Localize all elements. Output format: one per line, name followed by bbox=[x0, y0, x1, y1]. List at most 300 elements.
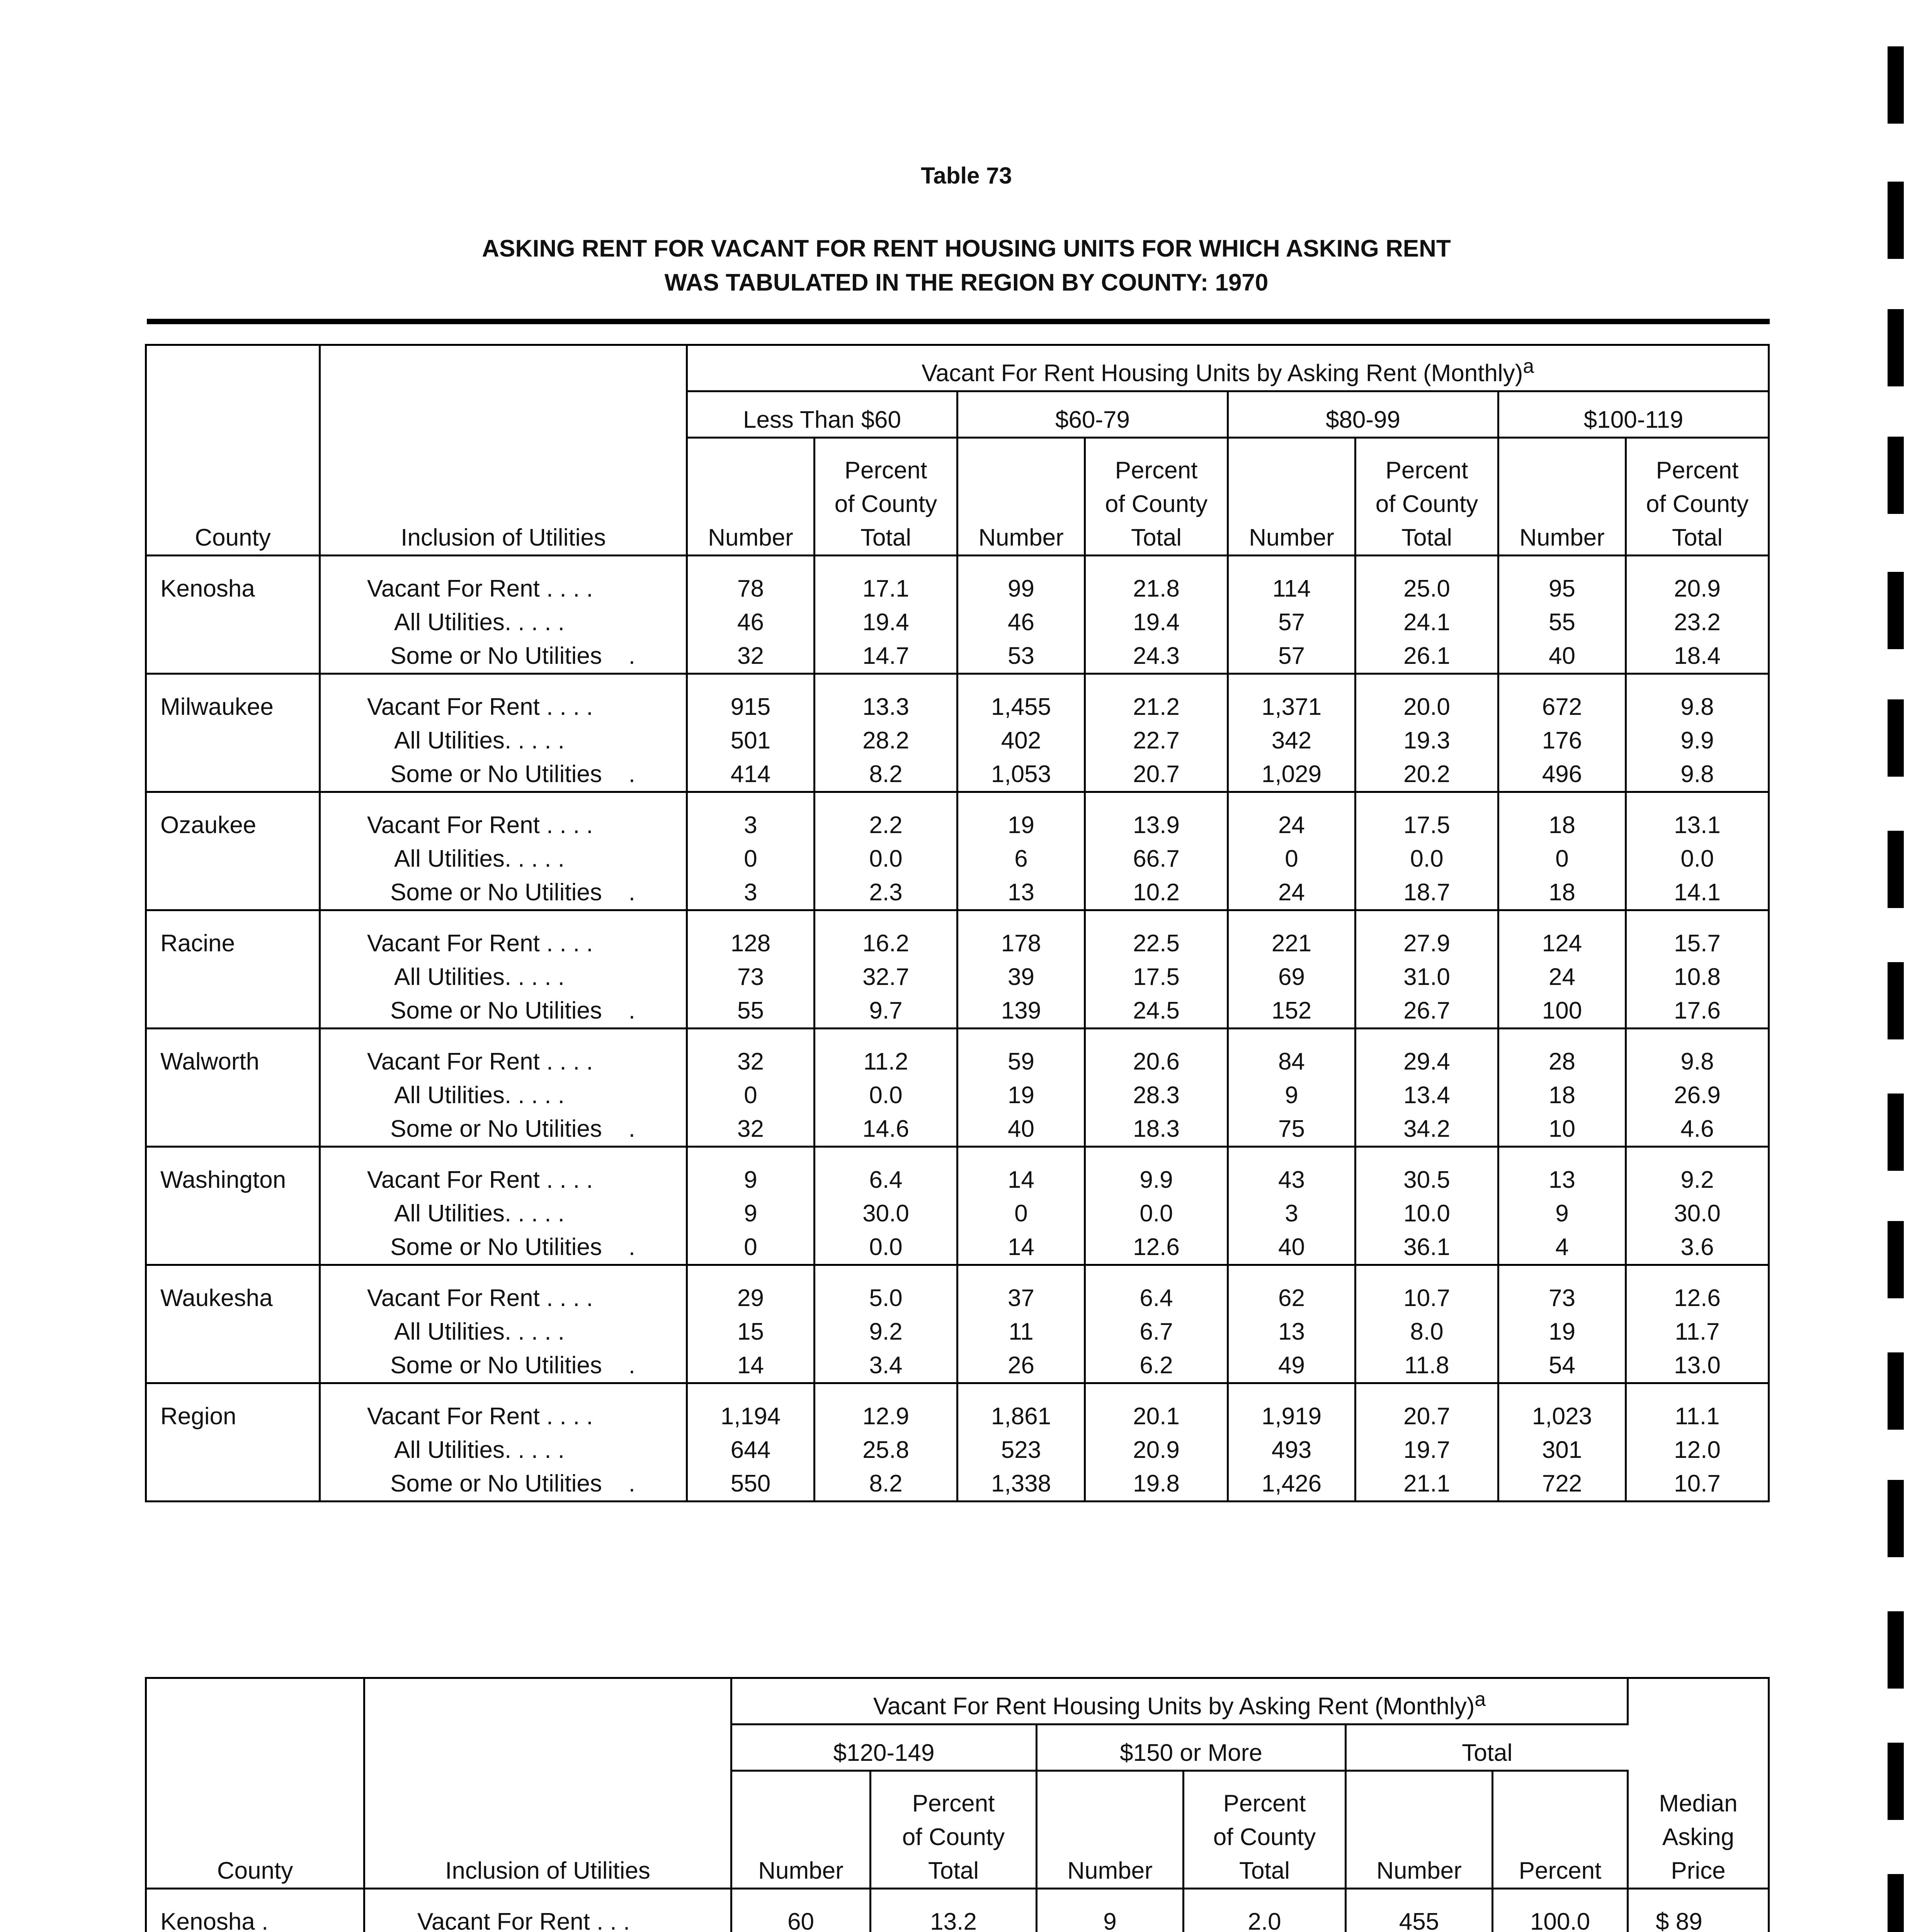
table-row bbox=[146, 1163, 1769, 1197]
percent-cell: 11.1 bbox=[1626, 1400, 1769, 1433]
utility-label bbox=[320, 1400, 687, 1433]
row-spacer bbox=[1228, 674, 1355, 690]
county-name: Kenosha . bbox=[146, 1905, 364, 1932]
dot-leader: . . . . bbox=[539, 575, 593, 602]
number-cell: 0 bbox=[1498, 842, 1626, 876]
row-spacer bbox=[1355, 556, 1498, 572]
number-cell: 59 bbox=[957, 1045, 1085, 1078]
group-header: Vacant For Rent Housing Units by Asking Rent (Monthly)$^a$ bbox=[687, 345, 1769, 391]
number-cell: 19 bbox=[957, 1078, 1085, 1112]
number-cell: 1,455 bbox=[957, 690, 1085, 724]
number-header: Number bbox=[1228, 438, 1355, 556]
dot-leader: . . . . bbox=[539, 694, 593, 720]
number-cell: 19 bbox=[957, 808, 1085, 842]
row-spacer bbox=[687, 910, 815, 927]
utility-label-text: All Utilities bbox=[394, 609, 505, 636]
number-cell: 29 bbox=[687, 1281, 815, 1315]
title-rule bbox=[147, 319, 1770, 324]
percent-cell: 10.8 bbox=[1626, 960, 1769, 994]
number-cell: 644 bbox=[687, 1433, 815, 1467]
county-blank bbox=[146, 1078, 320, 1112]
utility-label-text: Vacant For Rent bbox=[417, 1908, 590, 1932]
utility-label-text: All Utilities bbox=[394, 1082, 505, 1109]
rent-table-part-1 bbox=[145, 344, 1770, 1502]
number-cell: 78 bbox=[687, 572, 815, 605]
row-spacer bbox=[1355, 674, 1498, 690]
number-cell: 53 bbox=[957, 639, 1085, 674]
county-name: Kenosha bbox=[146, 572, 320, 605]
number-cell: 14 bbox=[687, 1349, 815, 1383]
table-row bbox=[146, 1230, 1769, 1265]
number-cell: 46 bbox=[687, 605, 815, 639]
percent-cell: 22.5 bbox=[1085, 927, 1228, 960]
table-row bbox=[146, 960, 1769, 994]
percent-header-line-3: Total bbox=[928, 1857, 979, 1884]
percent-cell: 11.7 bbox=[1626, 1315, 1769, 1349]
percent-cell: 20.9 bbox=[1626, 572, 1769, 605]
number-cell: 178 bbox=[957, 927, 1085, 960]
group-header-2: Vacant For Rent Housing Units by Asking Rent (Monthly)$^a$ bbox=[731, 1678, 1628, 1725]
dot-leader: . bbox=[602, 1352, 635, 1379]
percent-cell: 18.4 bbox=[1626, 639, 1769, 674]
row-spacer bbox=[687, 1383, 815, 1400]
utility-label-text: All Utilities bbox=[394, 1318, 505, 1345]
range-header: $100-119 bbox=[1498, 391, 1769, 438]
number-cell: 496 bbox=[1498, 757, 1626, 792]
row-spacer bbox=[1626, 1383, 1769, 1400]
percent-cell: 6.7 bbox=[1085, 1315, 1228, 1349]
number-cell: 4 bbox=[1498, 1230, 1626, 1265]
utility-label bbox=[320, 1045, 687, 1078]
county-blank bbox=[146, 639, 320, 674]
percent-cell: 34.2 bbox=[1355, 1112, 1498, 1147]
number-cell: 13 bbox=[1498, 1163, 1626, 1197]
number-cell: 6 bbox=[957, 842, 1085, 876]
range-header: $120-149 bbox=[731, 1725, 1037, 1771]
percent-cell: 20.9 bbox=[1085, 1433, 1228, 1467]
utility-label-text: Some or No Utilities bbox=[390, 1470, 602, 1497]
utility-label-text: Vacant For Rent bbox=[367, 575, 540, 602]
number-cell: 501 bbox=[687, 724, 815, 757]
table-row bbox=[146, 842, 1769, 876]
percent-of-county-header bbox=[1085, 438, 1228, 556]
row-spacer bbox=[1228, 910, 1355, 927]
percent-cell: 100.0 bbox=[1493, 1905, 1628, 1932]
utility-label bbox=[320, 639, 687, 674]
row-spacer bbox=[687, 792, 815, 809]
dot-leader: . . . . . bbox=[504, 845, 565, 872]
table-row bbox=[146, 1467, 1769, 1502]
row-spacer bbox=[1085, 792, 1228, 809]
percent-cell: 10.0 bbox=[1355, 1197, 1498, 1230]
dot-leader: . . . . bbox=[539, 1048, 593, 1075]
percent-cell: 3.6 bbox=[1626, 1230, 1769, 1265]
row-spacer bbox=[1228, 1147, 1355, 1163]
row-spacer bbox=[687, 1265, 815, 1282]
percent-cell: 18.7 bbox=[1355, 876, 1498, 910]
percent-cell: 5.0 bbox=[815, 1281, 957, 1315]
number-cell: 301 bbox=[1498, 1433, 1626, 1467]
percent-cell: 19.4 bbox=[1085, 605, 1228, 639]
dot-leader: . . . . . bbox=[504, 727, 565, 754]
number-cell: 57 bbox=[1228, 605, 1355, 639]
percent-cell: 8.2 bbox=[815, 1467, 957, 1502]
row-spacer bbox=[1228, 1029, 1355, 1045]
number-cell: 1,426 bbox=[1228, 1467, 1355, 1502]
utility-label-text: Vacant For Rent bbox=[367, 1167, 540, 1193]
row-spacer bbox=[815, 910, 957, 927]
number-cell: 43 bbox=[1228, 1163, 1355, 1197]
number-header: Number bbox=[687, 438, 815, 556]
utility-label-text: Some or No Utilities bbox=[390, 1234, 602, 1260]
row-spacer bbox=[146, 556, 320, 572]
row-spacer bbox=[1355, 1265, 1498, 1282]
number-cell: 54 bbox=[1498, 1349, 1626, 1383]
table-row bbox=[146, 1905, 1769, 1932]
number-cell: 915 bbox=[687, 690, 815, 724]
row-spacer bbox=[1626, 1147, 1769, 1163]
percent-cell: 6.4 bbox=[815, 1163, 957, 1197]
county-blank bbox=[146, 605, 320, 639]
row-spacer bbox=[320, 674, 687, 690]
row-spacer bbox=[1085, 1383, 1228, 1400]
percent-cell: 13.1 bbox=[1626, 808, 1769, 842]
percent-header-line-3: Total bbox=[1131, 524, 1182, 551]
row-spacer bbox=[1626, 1029, 1769, 1045]
dot-leader: . bbox=[602, 1116, 635, 1142]
dot-leader: . . . . . bbox=[504, 1082, 565, 1109]
percent-header-line-3: Total bbox=[1672, 524, 1723, 551]
percent-cell: 17.5 bbox=[1355, 808, 1498, 842]
number-cell: 62 bbox=[1228, 1281, 1355, 1315]
percent-cell: 9.8 bbox=[1626, 1045, 1769, 1078]
percent-cell: 9.2 bbox=[1626, 1163, 1769, 1197]
percent-cell: 26.9 bbox=[1626, 1078, 1769, 1112]
number-cell: 3 bbox=[687, 808, 815, 842]
percent-cell: 26.1 bbox=[1355, 639, 1498, 674]
row-spacer bbox=[1493, 1889, 1628, 1905]
row-spacer bbox=[815, 1147, 957, 1163]
percent-of-county-header bbox=[871, 1771, 1037, 1889]
percent-of-county-header bbox=[1626, 438, 1769, 556]
percent-cell: 14.1 bbox=[1626, 876, 1769, 910]
county-name: Washington bbox=[146, 1163, 320, 1197]
number-cell: 0 bbox=[957, 1197, 1085, 1230]
number-header: Number bbox=[1346, 1771, 1493, 1889]
percent-header-line-2: of County bbox=[1375, 491, 1478, 517]
percent-cell: 14.6 bbox=[815, 1112, 957, 1147]
row-spacer bbox=[957, 1383, 1085, 1400]
percent-cell: 13.9 bbox=[1085, 808, 1228, 842]
table-row bbox=[146, 757, 1769, 792]
row-spacer bbox=[1498, 1147, 1626, 1163]
percent-cell: 10.7 bbox=[1355, 1281, 1498, 1315]
dot-leader: . . . . bbox=[539, 812, 593, 838]
number-cell: 0 bbox=[1228, 842, 1355, 876]
county-blank bbox=[146, 842, 320, 876]
number-cell: 0 bbox=[687, 1230, 815, 1265]
number-cell: 26 bbox=[957, 1349, 1085, 1383]
number-cell: 1,023 bbox=[1498, 1400, 1626, 1433]
table-row bbox=[146, 572, 1769, 605]
row-spacer bbox=[1626, 1265, 1769, 1282]
percent-cell: 0.0 bbox=[1355, 842, 1498, 876]
row-spacer bbox=[320, 556, 687, 572]
dot-leader: . . . . . bbox=[504, 1318, 565, 1345]
utility-label-text: Some or No Utilities bbox=[390, 879, 602, 906]
row-spacer bbox=[815, 1029, 957, 1045]
percent-cell: 20.1 bbox=[1085, 1400, 1228, 1433]
row-spacer bbox=[1626, 674, 1769, 690]
utility-label bbox=[320, 1112, 687, 1147]
table-row bbox=[146, 690, 1769, 724]
row-spacer bbox=[146, 1029, 320, 1045]
row-spacer bbox=[146, 1147, 320, 1163]
percent-cell: 6.4 bbox=[1085, 1281, 1228, 1315]
number-cell: 32 bbox=[687, 1045, 815, 1078]
utility-label bbox=[320, 1281, 687, 1315]
percent-header-line-1: Percent bbox=[912, 1790, 995, 1817]
number-cell: 9 bbox=[1228, 1078, 1355, 1112]
number-header: Number bbox=[1037, 1771, 1184, 1889]
row-spacer bbox=[957, 792, 1085, 809]
percent-cell: 13.3 bbox=[815, 690, 957, 724]
utility-label bbox=[320, 757, 687, 792]
row-spacer bbox=[815, 792, 957, 809]
number-cell: 414 bbox=[687, 757, 815, 792]
dot-leader: . bbox=[602, 997, 635, 1024]
utility-label-text: Some or No Utilities bbox=[390, 1116, 602, 1142]
percent-cell: 3.4 bbox=[815, 1349, 957, 1383]
row-spacer bbox=[1498, 1265, 1626, 1282]
row-spacer bbox=[1085, 674, 1228, 690]
percent-cell: 19.8 bbox=[1085, 1467, 1228, 1502]
number-cell: 99 bbox=[957, 572, 1085, 605]
percent-cell: 9.9 bbox=[1085, 1163, 1228, 1197]
percent-header-line-2: of County bbox=[1213, 1824, 1316, 1850]
percent-cell: 28.2 bbox=[815, 724, 957, 757]
table-row bbox=[146, 1433, 1769, 1467]
number-cell: 32 bbox=[687, 639, 815, 674]
dot-leader: . bbox=[602, 1470, 635, 1497]
dot-leader: . . . . . bbox=[504, 1200, 565, 1227]
utility-label-text: Some or No Utilities bbox=[390, 761, 602, 787]
row-spacer bbox=[1085, 1265, 1228, 1282]
number-cell: 139 bbox=[957, 994, 1085, 1029]
row-spacer bbox=[320, 910, 687, 927]
row-spacer bbox=[1085, 1147, 1228, 1163]
table-row bbox=[146, 1078, 1769, 1112]
percent-cell: 10.2 bbox=[1085, 876, 1228, 910]
number-cell: 55 bbox=[687, 994, 815, 1029]
utility-label-text: Vacant For Rent bbox=[367, 694, 540, 720]
percent-cell: 28.3 bbox=[1085, 1078, 1228, 1112]
percent-cell: 10.7 bbox=[1626, 1467, 1769, 1502]
county-name: Region bbox=[146, 1400, 320, 1433]
utility-label bbox=[320, 1349, 687, 1383]
utility-label bbox=[320, 572, 687, 605]
table-row bbox=[146, 1281, 1769, 1315]
percent-cell: 9.2 bbox=[815, 1315, 957, 1349]
dot-leader: . . . . bbox=[539, 1167, 593, 1193]
county-blank bbox=[146, 1230, 320, 1265]
row-spacer bbox=[1184, 1889, 1346, 1905]
number-cell: 100 bbox=[1498, 994, 1626, 1029]
utility-label bbox=[320, 690, 687, 724]
range-header: $80-99 bbox=[1228, 391, 1498, 438]
row-spacer bbox=[687, 1029, 815, 1045]
row-spacer bbox=[1228, 792, 1355, 809]
row-spacer bbox=[957, 1029, 1085, 1045]
number-cell: 10 bbox=[1498, 1112, 1626, 1147]
number-cell: 1,029 bbox=[1228, 757, 1355, 792]
table-row bbox=[146, 605, 1769, 639]
table-row bbox=[146, 994, 1769, 1029]
percent-cell: 16.2 bbox=[815, 927, 957, 960]
county-name: Walworth bbox=[146, 1045, 320, 1078]
table-row bbox=[146, 1315, 1769, 1349]
number-cell: 672 bbox=[1498, 690, 1626, 724]
utility-label-text: Vacant For Rent bbox=[367, 1285, 540, 1311]
number-cell: 40 bbox=[957, 1112, 1085, 1147]
range-header: Total bbox=[1346, 1725, 1628, 1771]
county-name: Ozaukee bbox=[146, 808, 320, 842]
county-blank bbox=[146, 960, 320, 994]
inclusion-header: Inclusion of Utilities bbox=[320, 438, 687, 556]
row-spacer bbox=[1355, 1147, 1498, 1163]
percent-cell: 8.2 bbox=[815, 757, 957, 792]
row-spacer bbox=[815, 674, 957, 690]
percent-cell: 9.7 bbox=[815, 994, 957, 1029]
row-spacer bbox=[320, 792, 687, 809]
row-spacer bbox=[146, 1889, 364, 1905]
number-cell: 1,338 bbox=[957, 1467, 1085, 1502]
number-cell: 40 bbox=[1498, 639, 1626, 674]
dot-leader: . bbox=[602, 879, 635, 906]
percent-header-line-3: Total bbox=[1401, 524, 1452, 551]
percent-header: Percent bbox=[1493, 1771, 1628, 1889]
table-title-line-2: WAS TABULATED IN THE REGION BY COUNTY: 1970 bbox=[664, 269, 1269, 296]
range-header: Less Than $60 bbox=[687, 391, 957, 438]
number-cell: 455 bbox=[1346, 1905, 1493, 1932]
table-row bbox=[146, 724, 1769, 757]
row-spacer bbox=[1626, 910, 1769, 927]
utility-label bbox=[320, 808, 687, 842]
number-cell: 342 bbox=[1228, 724, 1355, 757]
percent-header-line-1: Percent bbox=[844, 457, 927, 484]
percent-cell: 20.2 bbox=[1355, 757, 1498, 792]
range-header: $60-79 bbox=[957, 391, 1228, 438]
row-spacer bbox=[146, 910, 320, 927]
utility-label bbox=[320, 876, 687, 910]
number-cell: 14 bbox=[957, 1163, 1085, 1197]
utility-label-text: Some or No Utilities bbox=[390, 997, 602, 1024]
number-cell: 95 bbox=[1498, 572, 1626, 605]
county-blank bbox=[146, 994, 320, 1029]
number-cell: 9 bbox=[1037, 1905, 1184, 1932]
number-header: Number bbox=[957, 438, 1085, 556]
row-spacer bbox=[1085, 1029, 1228, 1045]
table-row bbox=[146, 1349, 1769, 1383]
row-spacer bbox=[1355, 1029, 1498, 1045]
utility-label bbox=[320, 1315, 687, 1349]
row-spacer bbox=[687, 1147, 815, 1163]
percent-cell: 31.0 bbox=[1355, 960, 1498, 994]
percent-header-line-2: of County bbox=[1646, 491, 1749, 517]
percent-cell: 17.5 bbox=[1085, 960, 1228, 994]
row-spacer bbox=[1228, 556, 1355, 572]
percent-cell: 30.0 bbox=[815, 1197, 957, 1230]
table-row bbox=[146, 639, 1769, 674]
county-blank bbox=[146, 1315, 320, 1349]
dot-leader: . . . . . bbox=[504, 964, 565, 990]
row-spacer bbox=[1498, 1383, 1626, 1400]
percent-cell: 12.9 bbox=[815, 1400, 957, 1433]
county-blank bbox=[146, 757, 320, 792]
row-spacer bbox=[1498, 674, 1626, 690]
percent-header-line-1: Percent bbox=[1385, 457, 1468, 484]
number-cell: 32 bbox=[687, 1112, 815, 1147]
county-name: Milwaukee bbox=[146, 690, 320, 724]
percent-cell: 20.7 bbox=[1355, 1400, 1498, 1433]
percent-of-county-header bbox=[1184, 1771, 1346, 1889]
utility-label-text: Vacant For Rent bbox=[367, 1048, 540, 1075]
number-cell: 550 bbox=[687, 1467, 815, 1502]
percent-cell: 0.0 bbox=[815, 1230, 957, 1265]
row-spacer bbox=[320, 1029, 687, 1045]
percent-cell: 24.5 bbox=[1085, 994, 1228, 1029]
utility-label-text: Vacant For Rent bbox=[367, 812, 540, 838]
row-spacer bbox=[1228, 1383, 1355, 1400]
number-cell: 221 bbox=[1228, 927, 1355, 960]
row-spacer bbox=[815, 1383, 957, 1400]
inclusion-header-2: Inclusion of Utilities bbox=[364, 1771, 731, 1889]
percent-cell: 21.2 bbox=[1085, 690, 1228, 724]
number-cell: 152 bbox=[1228, 994, 1355, 1029]
percent-cell: 17.6 bbox=[1626, 994, 1769, 1029]
row-spacer bbox=[815, 556, 957, 572]
utility-label-text: Vacant For Rent bbox=[367, 1403, 540, 1430]
number-cell: 19 bbox=[1498, 1315, 1626, 1349]
percent-cell: 11.2 bbox=[815, 1045, 957, 1078]
number-cell: 55 bbox=[1498, 605, 1626, 639]
county-blank bbox=[146, 1433, 320, 1467]
percent-cell: 27.9 bbox=[1355, 927, 1498, 960]
percent-cell: 21.8 bbox=[1085, 572, 1228, 605]
row-spacer bbox=[1498, 1029, 1626, 1045]
row-spacer bbox=[320, 1265, 687, 1282]
number-cell: 57 bbox=[1228, 639, 1355, 674]
row-spacer bbox=[957, 1265, 1085, 1282]
number-cell: 18 bbox=[1498, 1078, 1626, 1112]
utility-label bbox=[320, 842, 687, 876]
number-cell: 24 bbox=[1228, 876, 1355, 910]
percent-header-line-3: Total bbox=[861, 524, 911, 551]
number-cell: 28 bbox=[1498, 1045, 1626, 1078]
number-cell: 0 bbox=[687, 842, 815, 876]
utility-label-text: All Utilities bbox=[394, 845, 505, 872]
number-cell: 114 bbox=[1228, 572, 1355, 605]
number-cell: 3 bbox=[687, 876, 815, 910]
percent-cell: 13.0 bbox=[1626, 1349, 1769, 1383]
median-header bbox=[1628, 1771, 1769, 1889]
number-cell: 11 bbox=[957, 1315, 1085, 1349]
number-cell: 1,861 bbox=[957, 1400, 1085, 1433]
median-spacer bbox=[1628, 1725, 1769, 1771]
table-row bbox=[146, 1197, 1769, 1230]
table-title bbox=[0, 232, 1932, 300]
row-spacer bbox=[1498, 910, 1626, 927]
